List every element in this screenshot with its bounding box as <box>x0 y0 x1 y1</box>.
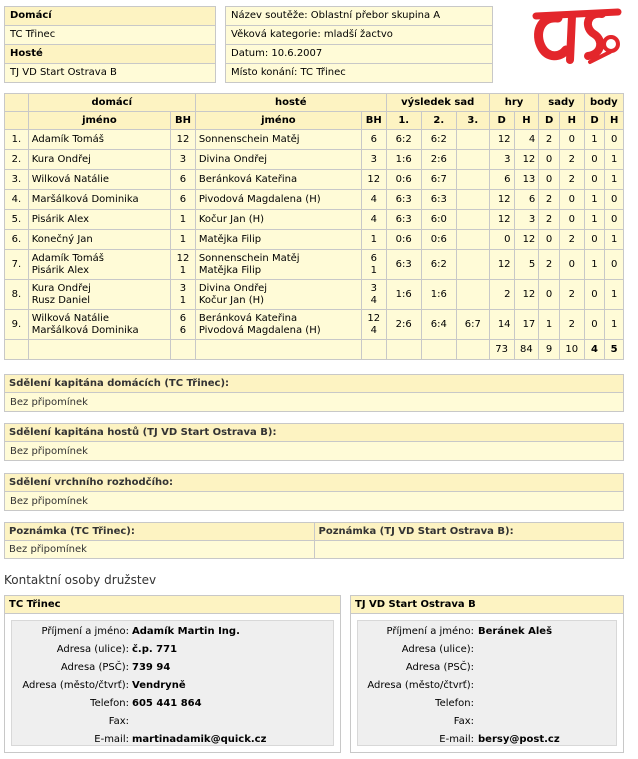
home-captain-box <box>4 374 624 412</box>
points-d: 1 <box>584 210 605 230</box>
totals-cell <box>386 340 421 360</box>
table-row <box>5 250 624 280</box>
home-captain-text: Bez připomínek <box>10 397 88 408</box>
set2-score: 1:6 <box>421 280 456 310</box>
home-players-line: Rusz Daniel <box>31 294 91 306</box>
total-sets-d: 9 <box>539 340 560 360</box>
home-bh <box>171 280 196 310</box>
home-players-line: Pisárik Alex <box>31 264 90 276</box>
home-bh <box>171 250 196 280</box>
points-d: 0 <box>584 150 605 170</box>
points-h: 1 <box>605 150 624 170</box>
home-players-line: Maršálková Dominika <box>31 324 139 336</box>
total-points-d: 4 <box>584 340 605 360</box>
set3-score <box>456 190 489 210</box>
sets-d: 2 <box>539 250 560 280</box>
home-bh-line: 6 <box>179 193 187 205</box>
guest-bh-line: 12 <box>367 312 381 324</box>
table-row <box>5 230 624 250</box>
col-guest-bh: BH <box>361 112 386 130</box>
games-d: 14 <box>489 310 514 340</box>
home-contact-zip: 739 94 <box>132 662 171 673</box>
col-games-h: H <box>514 112 539 130</box>
col-sets-d: D <box>539 112 560 130</box>
set1-score: 6:3 <box>386 250 421 280</box>
set1-score: 0:6 <box>386 170 421 190</box>
sets-d: 2 <box>539 130 560 150</box>
home-bh <box>171 310 196 340</box>
sets-d: 1 <box>539 310 560 340</box>
label-city: Adresa (město/čtvrť): <box>367 680 474 691</box>
home-bh <box>171 130 196 150</box>
home-contact-team: TC Třinec <box>5 596 340 614</box>
home-bh-line: 6 <box>179 324 187 336</box>
guest-bh-line: 4 <box>370 294 377 306</box>
home-bh <box>171 170 196 190</box>
home-bh <box>171 190 196 210</box>
guest-players <box>195 250 361 280</box>
set3-score <box>456 280 489 310</box>
referee-title: Sdělení vrchního rozhodčího: <box>5 474 623 492</box>
sets-h: 2 <box>559 230 584 250</box>
set2-score: 6:2 <box>421 250 456 280</box>
sets-h: 2 <box>559 150 584 170</box>
guest-bh-line: 3 <box>370 282 377 294</box>
guest-players-line: Matějka Filip <box>198 233 262 245</box>
label-street: Adresa (ulice): <box>56 644 129 655</box>
home-players-line: Maršálková Dominika <box>31 193 139 205</box>
home-bh-line: 1 <box>179 213 187 225</box>
guest-players-line: Beránková Kateřina <box>198 173 298 185</box>
total-points-h: 5 <box>605 340 624 360</box>
guest-bh <box>361 150 386 170</box>
home-bh <box>171 210 196 230</box>
home-team: TC Třinec <box>5 26 216 45</box>
label-zip: Adresa (PSČ): <box>60 662 129 673</box>
home-bh-line: 3 <box>179 282 187 294</box>
label-city: Adresa (město/čtvrť): <box>22 680 129 691</box>
group-home: domácí <box>28 94 195 112</box>
guest-bh <box>361 230 386 250</box>
set3-score <box>456 230 489 250</box>
guest-bh-line: 4 <box>370 213 377 225</box>
points-d: 0 <box>584 310 605 340</box>
set1-score: 6:2 <box>386 130 421 150</box>
group-games: hry <box>489 94 539 112</box>
total-sets-h: 10 <box>559 340 584 360</box>
sets-h: 2 <box>559 280 584 310</box>
games-d: 12 <box>489 250 514 280</box>
sets-d: 2 <box>539 210 560 230</box>
set1-score: 0:6 <box>386 230 421 250</box>
home-contact-city: Vendryně <box>132 680 186 691</box>
games-d: 2 <box>489 280 514 310</box>
points-h: 1 <box>605 230 624 250</box>
group-result: výsledek sad <box>386 94 489 112</box>
set2-score: 6:7 <box>421 170 456 190</box>
games-d: 12 <box>489 190 514 210</box>
notes-table <box>4 522 624 559</box>
teams-table <box>4 6 216 83</box>
note-home-title: Poznámka (TC Třinec): <box>5 523 315 541</box>
guest-players-line: Pivodová Magdalena (H) <box>198 324 321 336</box>
set3-score <box>456 150 489 170</box>
home-label: Domácí <box>5 7 216 26</box>
cts-logo-icon <box>528 4 624 74</box>
points-d: 1 <box>584 250 605 280</box>
col-points-d: D <box>584 112 605 130</box>
guest-players <box>195 170 361 190</box>
guest-players <box>195 150 361 170</box>
guest-players <box>195 130 361 150</box>
guest-bh <box>361 170 386 190</box>
games-d: 0 <box>489 230 514 250</box>
points-h: 1 <box>605 310 624 340</box>
points-h: 1 <box>605 170 624 190</box>
table-row <box>5 310 624 340</box>
points-d: 0 <box>584 170 605 190</box>
home-bh-line: 6 <box>179 312 187 324</box>
home-contact-street: č.p. 771 <box>132 644 178 655</box>
group-guests: hosté <box>195 94 386 112</box>
guest-contact-email[interactable]: bersy@post.cz <box>478 734 560 745</box>
games-h: 13 <box>514 170 539 190</box>
label-email: E-mail: <box>439 734 474 745</box>
games-h: 17 <box>514 310 539 340</box>
referee-box <box>4 473 624 511</box>
guest-bh-line: 6 <box>370 133 377 145</box>
guest-players <box>195 230 361 250</box>
games-h: 12 <box>514 280 539 310</box>
home-bh <box>171 230 196 250</box>
totals-cell <box>28 340 170 360</box>
set1-score: 1:6 <box>386 150 421 170</box>
guest-players-line: Kočur Jan (H) <box>198 294 265 306</box>
home-players <box>28 280 170 310</box>
col-home-bh: BH <box>171 112 196 130</box>
sets-d: 0 <box>539 280 560 310</box>
home-bh-line: 12 <box>176 133 190 145</box>
games-d: 3 <box>489 150 514 170</box>
home-players-line: Kura Ondřej <box>31 282 91 294</box>
guest-captain-text: Bez připomínek <box>10 446 88 457</box>
home-contact-details <box>11 620 334 746</box>
points-d: 0 <box>584 280 605 310</box>
home-players-line: Pisárik Alex <box>31 213 90 225</box>
competition-name: Název soutěže: Oblastní přebor skupina A <box>226 7 493 26</box>
guest-captain-box <box>4 423 624 461</box>
guest-players-line: Divina Ondřej <box>198 153 268 165</box>
total-games-d: 73 <box>489 340 514 360</box>
home-players-line: Adamík Tomáš <box>31 133 104 145</box>
home-contact-phone: 605 441 864 <box>132 698 202 709</box>
set2-score: 6:4 <box>421 310 456 340</box>
label-phone: Telefon: <box>435 698 474 709</box>
set2-score: 6:2 <box>421 130 456 150</box>
guest-bh <box>361 190 386 210</box>
sets-h: 0 <box>559 130 584 150</box>
row-number: 5. <box>5 210 29 230</box>
note-guest-text <box>314 541 624 559</box>
home-contact-name: Adamík Martin Ing. <box>132 626 240 637</box>
set3-score: 6:7 <box>456 310 489 340</box>
points-d: 1 <box>584 130 605 150</box>
home-bh-line: 6 <box>179 173 187 185</box>
sets-h: 0 <box>559 250 584 280</box>
guest-bh-line: 4 <box>370 193 377 205</box>
guest-bh-line: 1 <box>370 264 377 276</box>
guest-players-line: Beránková Kateřina <box>198 312 298 324</box>
games-h: 5 <box>514 250 539 280</box>
guest-bh-line: 4 <box>370 324 377 336</box>
home-players-line: Adamík Tomáš <box>31 252 104 264</box>
col-home-name: jméno <box>28 112 170 130</box>
home-bh-line: 1 <box>179 233 187 245</box>
match-date: Datum: 10.6.2007 <box>226 45 493 64</box>
guest-team: TJ VD Start Ostrava B <box>5 64 216 83</box>
group-sets: sady <box>539 94 584 112</box>
referee-text: Bez připomínek <box>10 496 88 507</box>
label-fax: Fax: <box>453 716 474 727</box>
totals-cell <box>361 340 386 360</box>
home-captain-title: Sdělení kapitána domácích (TC Třinec): <box>5 375 623 393</box>
home-bh <box>171 150 196 170</box>
home-bh-line: 1 <box>179 264 187 276</box>
guest-players-line: Kočur Jan (H) <box>198 213 265 225</box>
set2-score: 0:6 <box>421 230 456 250</box>
home-players <box>28 250 170 280</box>
table-row <box>5 130 624 150</box>
set2-score: 6:0 <box>421 210 456 230</box>
games-h: 12 <box>514 230 539 250</box>
guest-bh-line: 12 <box>367 173 381 185</box>
label-fax: Fax: <box>108 716 129 727</box>
totals-cell <box>195 340 361 360</box>
set2-score: 2:6 <box>421 150 456 170</box>
label-zip: Adresa (PSČ): <box>405 662 474 673</box>
guest-bh <box>361 310 386 340</box>
games-d: 12 <box>489 210 514 230</box>
match-info-table <box>225 6 493 83</box>
row-number: 6. <box>5 230 29 250</box>
table-row <box>5 150 624 170</box>
home-bh-line: 3 <box>179 153 187 165</box>
home-bh-line: 1 <box>179 294 187 306</box>
guest-players-line: Pivodová Magdalena (H) <box>198 193 321 205</box>
table-row <box>5 280 624 310</box>
set1-score: 2:6 <box>386 310 421 340</box>
guest-bh-line: 6 <box>370 252 377 264</box>
guest-bh-line: 3 <box>370 153 377 165</box>
age-category: Věková kategorie: mladší žactvo <box>226 26 493 45</box>
col-games-d: D <box>489 112 514 130</box>
guest-contact-box <box>350 595 624 753</box>
corner-cell <box>5 112 29 130</box>
home-contact-email[interactable]: martinadamik@quick.cz <box>132 734 267 745</box>
col-set1: 1. <box>386 112 421 130</box>
guest-bh-line: 1 <box>370 233 377 245</box>
note-home-text: Bez připomínek <box>5 541 315 559</box>
col-set3: 3. <box>456 112 489 130</box>
guest-players <box>195 210 361 230</box>
points-h: 0 <box>605 250 624 280</box>
total-games-h: 84 <box>514 340 539 360</box>
guest-bh <box>361 250 386 280</box>
col-points-h: H <box>605 112 624 130</box>
guest-contact-details <box>357 620 617 746</box>
games-h: 3 <box>514 210 539 230</box>
row-number: 4. <box>5 190 29 210</box>
guest-contact-name: Beránek Aleš <box>478 626 553 637</box>
set1-score: 6:3 <box>386 190 421 210</box>
col-guest-name: jméno <box>195 112 361 130</box>
results-table <box>4 93 624 360</box>
col-sets-h: H <box>559 112 584 130</box>
row-number: 3. <box>5 170 29 190</box>
guest-players <box>195 190 361 210</box>
points-h: 0 <box>605 190 624 210</box>
label-email: E-mail: <box>94 734 129 745</box>
set3-score <box>456 130 489 150</box>
guest-bh <box>361 210 386 230</box>
points-h: 0 <box>605 210 624 230</box>
home-players <box>28 170 170 190</box>
guest-players-line: Sonnenschein Matěj <box>198 133 300 145</box>
points-d: 1 <box>584 190 605 210</box>
guest-label: Hosté <box>5 45 216 64</box>
contacts-heading: Kontaktní osoby družstev <box>4 573 157 587</box>
row-number: 9. <box>5 310 29 340</box>
home-players-line: Kura Ondřej <box>31 153 91 165</box>
sets-h: 2 <box>559 170 584 190</box>
row-number: 8. <box>5 280 29 310</box>
guest-bh <box>361 280 386 310</box>
set3-score <box>456 210 489 230</box>
home-players <box>28 310 170 340</box>
home-players <box>28 190 170 210</box>
set3-score <box>456 170 489 190</box>
games-d: 6 <box>489 170 514 190</box>
sets-d: 0 <box>539 170 560 190</box>
set1-score: 1:6 <box>386 280 421 310</box>
corner-cell <box>5 94 29 112</box>
home-contact-box <box>4 595 341 753</box>
table-row <box>5 210 624 230</box>
sets-h: 2 <box>559 310 584 340</box>
home-players <box>28 230 170 250</box>
games-h: 12 <box>514 150 539 170</box>
note-guest-title: Poznámka (TJ VD Start Ostrava B): <box>314 523 624 541</box>
label-street: Adresa (ulice): <box>401 644 474 655</box>
home-players-line: Wilková Natálie <box>31 173 110 185</box>
guest-contact-team: TJ VD Start Ostrava B <box>351 596 623 614</box>
label-phone: Telefon: <box>90 698 129 709</box>
home-players-line: Wilková Natálie <box>31 312 110 324</box>
group-points: body <box>584 94 623 112</box>
guest-players <box>195 280 361 310</box>
sets-d: 2 <box>539 190 560 210</box>
points-d: 0 <box>584 230 605 250</box>
match-venue: Místo konání: TC Třinec <box>226 64 493 83</box>
home-players-line: Konečný Jan <box>31 233 93 245</box>
col-set2: 2. <box>421 112 456 130</box>
guest-players-line: Sonnenschein Matěj <box>198 252 300 264</box>
label-name: Příjmení a jméno: <box>386 626 474 637</box>
guest-bh <box>361 130 386 150</box>
row-number: 7. <box>5 250 29 280</box>
home-players <box>28 150 170 170</box>
totals-cell <box>5 340 29 360</box>
sets-d: 0 <box>539 230 560 250</box>
games-h: 4 <box>514 130 539 150</box>
table-row <box>5 170 624 190</box>
games-d: 12 <box>489 130 514 150</box>
home-players <box>28 210 170 230</box>
points-h: 1 <box>605 280 624 310</box>
points-h: 0 <box>605 130 624 150</box>
totals-cell <box>421 340 456 360</box>
guest-captain-title: Sdělení kapitána hostů (TJ VD Start Ostrava B): <box>5 424 623 442</box>
sets-h: 0 <box>559 190 584 210</box>
set1-score: 6:3 <box>386 210 421 230</box>
home-players <box>28 130 170 150</box>
totals-cell <box>456 340 489 360</box>
row-number: 2. <box>5 150 29 170</box>
set2-score: 6:3 <box>421 190 456 210</box>
guest-players-line: Divina Ondřej <box>198 282 268 294</box>
guest-players-line: Matějka Filip <box>198 264 262 276</box>
label-name: Příjmení a jméno: <box>41 626 129 637</box>
sets-d: 0 <box>539 150 560 170</box>
totals-cell <box>171 340 196 360</box>
sets-h: 0 <box>559 210 584 230</box>
row-number: 1. <box>5 130 29 150</box>
games-h: 6 <box>514 190 539 210</box>
home-bh-line: 12 <box>176 252 190 264</box>
guest-players <box>195 310 361 340</box>
table-row <box>5 190 624 210</box>
set3-score <box>456 250 489 280</box>
